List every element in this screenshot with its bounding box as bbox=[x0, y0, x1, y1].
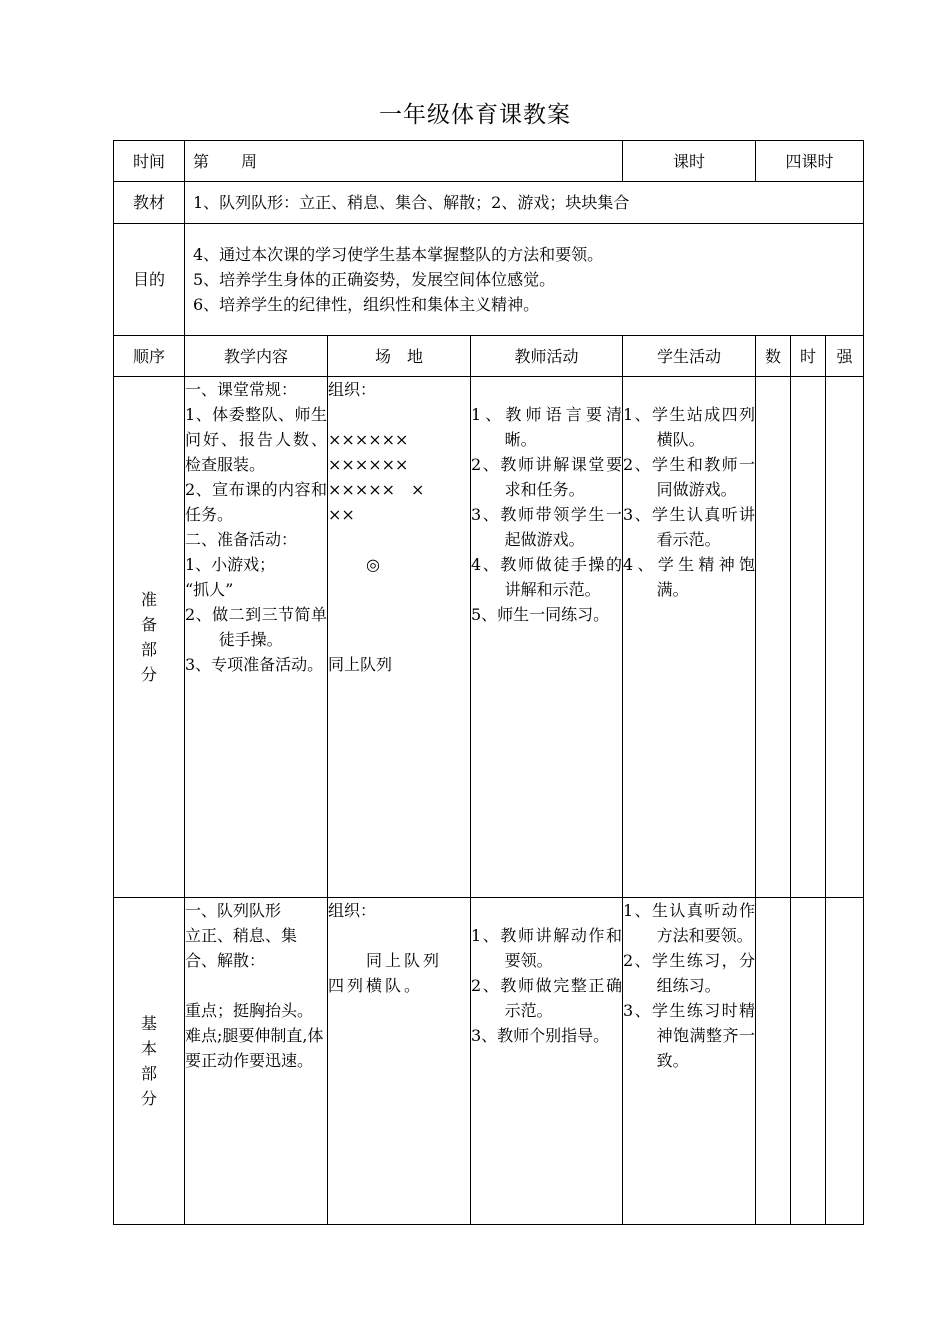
teacher-position-marker: ◎ bbox=[366, 555, 380, 574]
column-header: 教学内容 bbox=[185, 336, 328, 377]
formation-row: ×× bbox=[328, 505, 355, 524]
goal-item: 6、培养学生的纪律性，组织性和集体主义精神。 bbox=[193, 295, 540, 314]
basic-student-activity: 1、生认真听动作方法和要领。 2、学生练习，分组练习。 3、学生练习时精神饱满整齐一致。 bbox=[623, 898, 756, 1225]
goal-item: 5、培养学生身体的正确姿势，发展空间体位感觉。 bbox=[193, 270, 556, 289]
goal-label: 目的 bbox=[114, 224, 185, 336]
prep-time bbox=[791, 377, 826, 898]
material-value: 1、队列队形：立正、稍息、集合、解散；2、游戏；块块集合 bbox=[185, 182, 864, 224]
basic-count bbox=[756, 898, 791, 1225]
time-value: 第 周 bbox=[185, 141, 623, 182]
period-value: 四课时 bbox=[756, 141, 864, 182]
basic-teacher-activity: 1、教师讲解动作和要领。 2、教师做完整正确示范。 3、教师个别指导。 bbox=[471, 898, 623, 1225]
formation-row: ×××××× bbox=[328, 455, 409, 474]
column-header: 时 bbox=[791, 336, 826, 377]
column-header: 教师活动 bbox=[471, 336, 623, 377]
lesson-plan-table bbox=[113, 140, 864, 1225]
basic-section-label: 基 本 部 分 bbox=[114, 898, 185, 1225]
basic-time bbox=[791, 898, 826, 1225]
basic-content: 一、队列队形 立正、稍息、集合、解散： 重点；挺胸抬头。 难点;腿要伸制直,体要正动作要迅速。 bbox=[185, 898, 328, 1225]
column-header: 学生活动 bbox=[623, 336, 756, 377]
prep-count bbox=[756, 377, 791, 898]
goal-list bbox=[185, 224, 864, 336]
column-header: 场 地 bbox=[328, 336, 471, 377]
column-header: 顺序 bbox=[114, 336, 185, 377]
prep-content: 一、课堂常规： 1、体委整队、师生问好、报告人数、检查服装。 2、宣布课的内容和任务。 二、准备活动： 1、小游戏； “抓人” 2、做二到三节简单徒手操。 3、专项准备活动。 bbox=[185, 377, 328, 898]
prep-section-label: 准 备 部 分 bbox=[114, 377, 185, 898]
venue-org: 组织： bbox=[328, 380, 377, 399]
column-header: 数 bbox=[756, 336, 791, 377]
prep-venue bbox=[328, 377, 471, 898]
material-label: 教材 bbox=[114, 182, 185, 224]
basic-venue: 组织： 同上队列 四列横队。 bbox=[328, 898, 471, 1225]
venue-note: 同上队列 bbox=[328, 655, 393, 674]
venue-org: 组织： bbox=[328, 901, 377, 920]
prep-teacher-activity: 1、教师语言要清晰。 2、教师讲解课堂要求和任务。 3、教师带领学生一起做游戏。 4、教师做徒手操的讲解和示范。 5、师生一同练习。 bbox=[471, 377, 623, 898]
goal-item: 4、通过本次课的学习使学生基本掌握整队的方法和要领。 bbox=[193, 245, 604, 264]
prep-intensity bbox=[826, 377, 864, 898]
formation-row: ×××××× bbox=[328, 430, 409, 449]
column-header: 强 bbox=[826, 336, 864, 377]
period-label: 课时 bbox=[623, 141, 756, 182]
time-label: 时间 bbox=[114, 141, 185, 182]
basic-intensity bbox=[826, 898, 864, 1225]
prep-student-activity: 1、学生站成四列横队。 2、学生和教师一同做游戏。 3、学生认真听讲看示范。 4、学生精神饱满。 bbox=[623, 377, 756, 898]
page-title: 一年级体育课教案 bbox=[379, 102, 571, 128]
formation-row: ××××× × bbox=[328, 480, 425, 499]
